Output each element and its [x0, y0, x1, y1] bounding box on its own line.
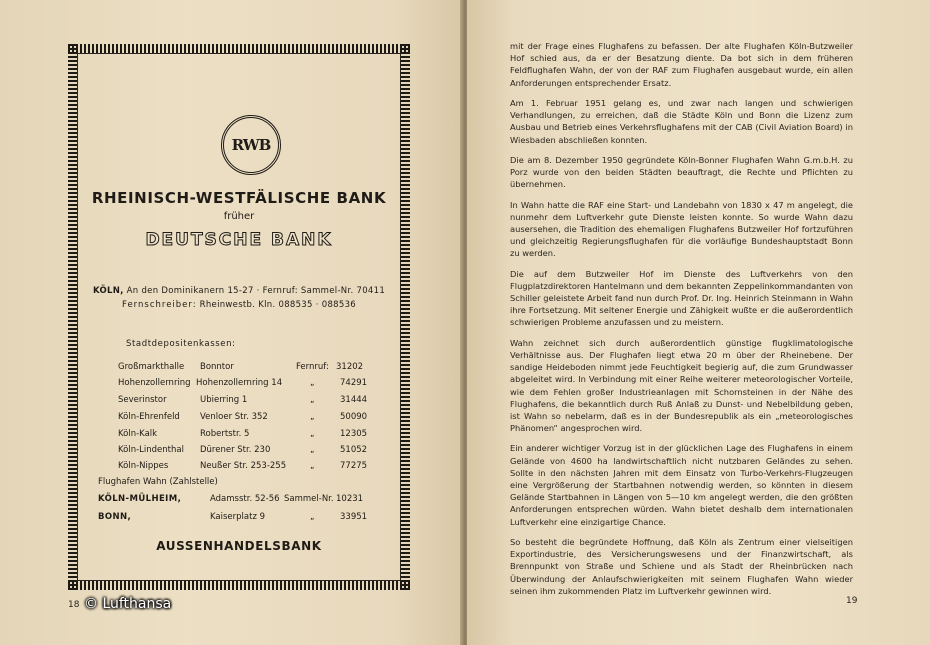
branch-street: Neußer Str. 253-255	[200, 461, 287, 471]
paragraph: Am 1. Februar 1951 gelang es, und zwar nach langen und schwierigen Verhandlungen, zu erreichen, daß die Städte Köln und Bonn die Lizenz zum Ausbau und Betrieb eines Verkehrsflughafens mit der CAB (Civil Aviation Board) in Wiesbaden abschließen konnten.	[510, 97, 853, 145]
bank-name: RHEINISCH-WESTFÄLISCHE BANK	[91, 189, 387, 207]
branch-phone-mark: „	[310, 395, 315, 405]
branch-street: Dürener Str. 230	[200, 445, 271, 455]
address-text: An den Dominikanern 15-27 · Fernruf: Sammel-Nr. 70411	[126, 286, 386, 296]
branch-phone-mark: „	[310, 378, 315, 388]
paragraph: Wahn zeichnet sich durch außerordentlich günstige flugklimatologische Verhältnisse aus. Der Flughafen liegt etwa 20 m über der Rheinebene. Der sandige Heideboden nimmt jede Feuchtigkeit begierig auf, die zum Grundwasser abgeleitet wird. In Verbindung mit einer Reihe weiterer meteorologischer Vorteile, wie dem Fehlen großer Industrieanlagen mit Schornsteinen in der Nähe des Flughafens, die bekanntlich durch Ruß Anlaß zu Dunst- und Nebelbildung geben, ist Wahn so nebelarm, daß es in der Bundesrepublik als ein „meteorologisches Phänomen“ angesprochen wird.	[510, 337, 853, 434]
paragraph: Die am 8. Dezember 1950 gegründete Köln-Bonner Flughafen Wahn G.m.b.H. zu Porz wurde von den beiden Städten beauftragt, die Rechte und Pflichten zu übernehmen.	[510, 154, 853, 190]
branch-row	[78, 395, 400, 409]
muelheim-row	[78, 494, 400, 508]
bank-advertisement	[68, 44, 410, 590]
paragraph: mit der Frage eines Flughafens zu befassen. Der alte Flughafen Köln-Butzweiler Hof schied aus, da er der Besatzung diente. Da bot sich in dem früheren Feldflughafen Wahn, der von der RAF zum Flughafen ausgebaut wurde, ein allen Anforderungen entsprechender Ersatz.	[510, 41, 853, 88]
branch-street: Bonntor	[200, 362, 234, 372]
paragraph: Ein anderer wichtiger Vorzug ist in der glücklichen Lage des Flughafens in einem Gelände von 4600 ha landwirtschaftlich nicht nutzbaren Geländes zu sehen. Sollte in den nächsten Jahren mit dem Einsatz von Turbo-Verkehrs-Flugzeugen eine Vergrößerung der Startbahnen notwendig werden, so könnten in diesem Gelände Startbahnen in Längen von 5—10 km angelegt werden, die den größten Anforderungen entsprechen würden. Wahn bietet deshalb dem internationalen Luftverkehr eine einzigartige Chance.	[510, 443, 853, 527]
branch-row	[78, 378, 400, 392]
telex-number: Rheinwestb. Kln. 088535 · 088536	[199, 300, 356, 310]
paragraph: Die auf dem Butzweiler Hof im Dienste des Luftverkehrs von den Flugplatzdirektoren Hantelmann und dem bekannten Zeppelinkommandanten von Schiller geleistete Arbeit fand nun durch Prof. Dr. Ing. Heinrich Steinmann in Wahn ihre Fortsetzung. Mit seltener Energie und Zähigkeit wußte er die außerordentlich schwierigen Probleme anzufassen und zu meistern.	[510, 268, 853, 328]
copyright-watermark: © Lufthansa	[84, 596, 172, 612]
branch-street: Robertstr. 5	[200, 429, 250, 439]
rwb-logo	[221, 115, 281, 175]
branch-phone-mark: „	[310, 412, 315, 422]
bonn-row	[78, 512, 400, 526]
telex-label: Fernschreiber:	[122, 300, 197, 310]
branch-street: Venloer Str. 352	[200, 412, 268, 422]
branch-name: Hohenzollernring	[118, 378, 191, 388]
branch-phone: 12305	[340, 429, 368, 439]
branch-phone: 31202	[336, 362, 364, 372]
bonn-phone-mark: „	[310, 512, 315, 522]
branch-phone: 51052	[340, 445, 368, 455]
bonn-name: BONN,	[98, 512, 132, 522]
branch-phone: 77275	[340, 461, 368, 471]
address-city: KÖLN,	[92, 286, 124, 296]
article-text	[510, 40, 853, 605]
branch-row	[78, 429, 400, 443]
page-number-left: 18	[68, 600, 80, 610]
branch-name: Köln-Lindenthal	[118, 445, 184, 455]
advertisement-inner-frame	[77, 53, 401, 581]
branch-phone: 50090	[340, 412, 368, 422]
branch-row	[78, 362, 400, 376]
branch-name: Großmarkthalle	[118, 362, 185, 372]
branch-phone: 31444	[340, 395, 368, 405]
former-bank-name: DEUTSCHE BANK	[145, 230, 333, 250]
page-number-right: 19	[846, 596, 858, 606]
branch-name: Severinstor	[118, 395, 167, 405]
airport-branch: Flughafen Wahn (Zahlstelle)	[98, 477, 218, 487]
branch-row	[78, 445, 400, 459]
branch-name: Köln-Ehrenfeld	[118, 412, 180, 422]
airport-branch-row	[78, 477, 400, 491]
branch-phone-mark: Fernruf:	[296, 362, 329, 372]
branch-phone: 74291	[340, 378, 368, 388]
foreign-trade-bank-label: AUSSENHANDELSBANK	[156, 539, 322, 553]
muelheim-name: KÖLN-MÜLHEIM,	[98, 494, 182, 504]
branch-row	[78, 461, 400, 475]
left-page	[0, 0, 463, 645]
muelheim-phone: 10231	[336, 494, 364, 504]
muelheim-street: Adamsstr. 52-56	[210, 494, 280, 504]
branch-name: Köln-Nippes	[118, 461, 169, 471]
branch-row	[78, 412, 400, 426]
formerly-label: früher	[223, 211, 255, 222]
muelheim-phone-mark: Sammel-Nr.	[284, 494, 334, 504]
branches-heading: Stadtdepositenkassen:	[126, 339, 236, 349]
bonn-street: Kaiserplatz 9	[210, 512, 266, 522]
bonn-phone: 33951	[340, 512, 368, 522]
address-line	[78, 286, 400, 296]
branch-phone-mark: „	[310, 445, 315, 455]
branch-name: Köln-Kalk	[118, 429, 158, 439]
paragraph: So besteht die begründete Hoffnung, daß Köln als Zentrum einer vielseitigen Exportindustrie, des Versicherungswesens und der Finanzwirtschaft, als Brennpunkt von Straße und Schiene und als Stadt der Rheinbrücken nach Überwindung der Anlaufschwierigkeiten mit seinem Flughafen Wahn wieder seinen ihm zukommenden Platz im Luftverkehr gewinnen wird.	[510, 536, 853, 596]
paragraph: In Wahn hatte die RAF eine Start- und Landebahn von 1830 x 47 m angelegt, die nunmehr dem Luftverkehr gute Dienste leisten konnte. So wurde Wahn dazu ausersehen, die Tradition des ehemaligen Flughafens Butzweiler Hof fortzuführen und gleichzeitig Regierungsflughafen für die vorläufige Bundeshauptstadt Bonn zu werden.	[510, 199, 853, 259]
logo-text: RWB	[231, 136, 271, 154]
branch-street: Ubierring 1	[200, 395, 248, 405]
branch-street: Hohenzollernring 14	[196, 378, 283, 388]
telex-line	[78, 300, 400, 310]
branch-phone-mark: „	[310, 429, 315, 439]
branch-phone-mark: „	[310, 461, 315, 471]
